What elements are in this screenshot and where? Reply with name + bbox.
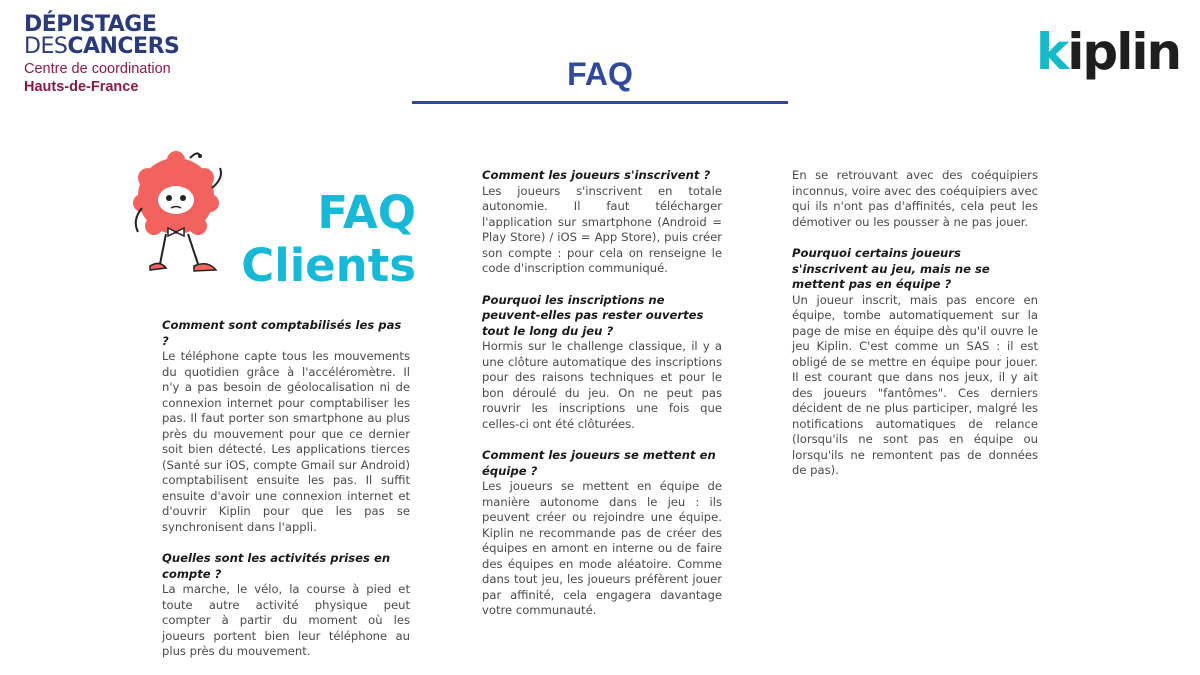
page-title: FAQ <box>567 56 633 92</box>
faq-answer-continued: En se retrouvant avec des coéquipiers inconnus, voire avec des coéquipiers avec qui ils n'ont pas d'affinités, cela peut les démotiver ou les pousser à ne pas jouer. <box>792 168 1038 229</box>
kiplin-logo: kiplin <box>1036 23 1181 81</box>
faq-answer: Les joueurs s'inscrivent en totale autonomie. Il faut télécharger l'application sur smartphone (Android = Play Store) / iOS = App Store), puis créer son compte : pour cela on renseigne le code d'inscription communiqué. <box>482 183 722 275</box>
faq-question: Pourquoi les inscriptions ne peuvent-elles pas rester ouvertes tout le long du jeu ? <box>482 292 704 338</box>
faq-column-3 <box>792 168 1038 495</box>
faq-clients-heading <box>236 186 416 292</box>
logo-line-4: Hauts-de-France <box>24 79 139 95</box>
faq-question: Pourquoi certains joueurs s'inscrivent au jeu, mais ne se mettent pas en équipe ? <box>792 246 990 291</box>
faq-answer: Un joueur inscrit, mais pas encore en équipe, tombe automatiquement sur la page de mise en équipe dès qu'il ouvre le jeu Kiplin. C'est comme un SAS : il est obligé de se mettre en équipe pour jouer. Il est courant que dans nos jeux, il y ait des joueurs "fantômes". Ces derniers décident de ne plus participer, malgré les notifications automatiques de relance (lorsqu'ils ne sont pas en équipe ou lorsqu'ils ne remontent pas de données de pas). <box>792 292 1038 477</box>
faq-column-2 <box>482 168 722 635</box>
faq-heading-line-2: Clients <box>241 239 416 292</box>
faq-question: Quelles sont les activités prises en compte ? <box>162 551 391 581</box>
red-mascot-icon <box>128 148 228 280</box>
faq-heading-line-1: FAQ <box>317 186 416 239</box>
faq-question: Comment les joueurs s'inscrivent ? <box>482 168 711 182</box>
faq-question: Comment sont comptabilisés les pas ? <box>162 318 402 348</box>
faq-question: Comment les joueurs se mettent en équipe ? <box>482 448 716 478</box>
title-underline <box>412 101 788 104</box>
faq-answer: La marche, le vélo, la course à pied et toute autre activité physique peut compter à partir du moment où les joueurs portent bien leur téléphone au plus près du mouvement. <box>162 582 410 658</box>
logo-line-1: DÉPISTAGE <box>24 12 157 37</box>
faq-answer: Le téléphone capte tous les mouvements du quotidien grâce à l'accéléromètre. Il n'y a pas besoin de géolocalisation ni de connexion internet pour comptabiliser les pas. Il faut porter son smartphone au plus près du mouvement pour que ce dernier soit bien détecté. Les applications tierces (Santé sur iOS, compte Gmail sur Android) comptabilisent ensuite les pas. Il suffit ensuite d'avoir une connexion internet et d'ouvrir Kiplin pour que les pas se synchronisent dans l'appli. <box>162 349 410 534</box>
logo-line-3: Centre de coordination <box>24 61 171 77</box>
faq-answer: Les joueurs se mettent en équipe de manière autonome dans le jeu : ils peuvent créer ou rejoindre une équipe. Kiplin ne recommande pas de créer des équipes en amont en interne ou de faire des équipes en mode aléatoire. Comme dans tout jeu, les joueurs préfèrent jouer par affinité, cela engagera davantage votre communauté. <box>482 479 722 617</box>
logo-line-2: DESCANCERS <box>24 34 180 59</box>
faq-column-1 <box>162 318 410 675</box>
faq-answer: Hormis sur le challenge classique, il y a une clôture automatique des inscriptions pour des raisons techniques et pour le bon déroulé du jeu. On ne peut pas rouvrir les inscriptions une fois que celles-ci ont été clôturées. <box>482 339 722 431</box>
